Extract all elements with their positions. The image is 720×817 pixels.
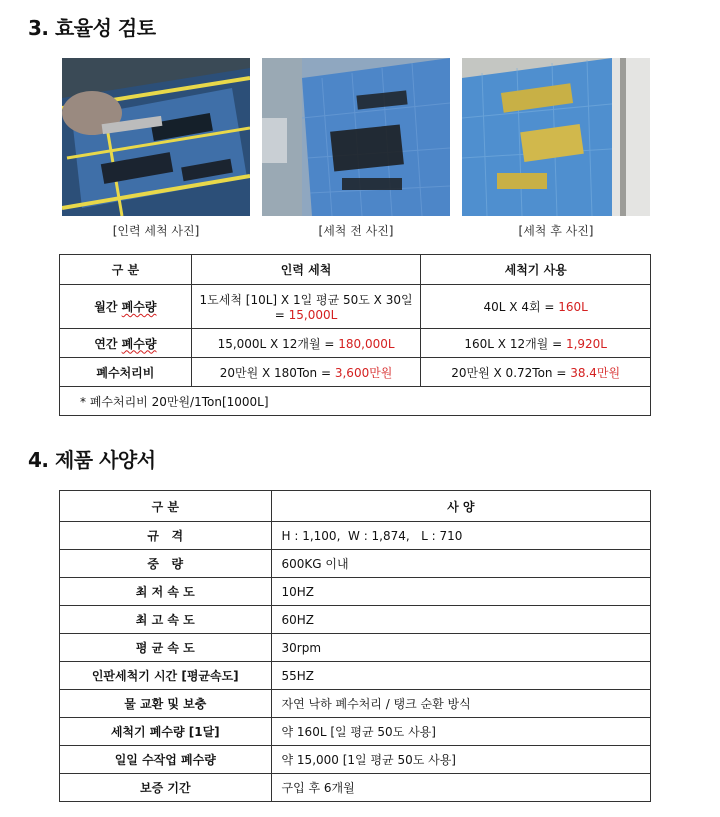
spec-value: H : 1,100, W : 1,874, L : 710 [271,522,650,550]
table-row [60,358,651,387]
header-category: 구 분 [60,491,272,522]
row-label: 월간 폐수량 [60,285,192,329]
spec-value: 600KG 이내 [271,550,650,578]
manual-cell: 1도세척 [10L] X 1일 평균 50도 X 30일 = 15,000L [191,285,421,329]
spec-label: 중 량 [60,550,272,578]
spec-value: 약 15,000 [1일 평균 50도 사용] [271,746,650,774]
photo-caption-before: [세척 전 사진] [318,224,394,238]
section-3-title: 3. 효율성 검토 [28,16,156,40]
photo-caption-manual: [인력 세척 사진] [112,224,200,238]
photo-caption-after: [세척 후 사진] [518,224,594,238]
table-row [60,285,651,329]
table-row [60,522,651,550]
efficiency-header-row [60,255,651,285]
photo-manual-cleaning [62,58,250,216]
manual-cell: 15,000L X 12개월 = 180,000L [191,329,421,358]
table-row [60,690,651,718]
spec-value: 약 160L [일 평균 50도 사용] [271,718,650,746]
machine-cell: 20만원 X 0.72Ton = 38.4만원 [421,358,651,387]
header-machine: 세척기 사용 [421,255,651,285]
spec-header-row [60,491,651,522]
spec-label: 보증 기간 [60,774,272,802]
machine-cell: 160L X 12개월 = 1,920L [421,329,651,358]
spec-label: 일일 수작업 폐수량 [60,746,272,774]
efficiency-table [59,254,651,416]
photo-after-cleaning [462,58,650,216]
table-row [60,634,651,662]
spec-label: 물 교환 및 보충 [60,690,272,718]
spec-value: 구입 후 6개월 [271,774,650,802]
table-row [60,746,651,774]
spec-label: 최 저 속 도 [60,578,272,606]
spec-label: 인판세척기 시간 [평균속도] [60,662,272,690]
table-row [60,606,651,634]
spec-value: 55HZ [271,662,650,690]
row-label: 폐수처리비 [60,358,192,387]
table-row [60,550,651,578]
spec-label: 세척기 폐수량 [1달] [60,718,272,746]
machine-cell: 40L X 4회 = 160L [421,285,651,329]
table-row [60,329,651,358]
spec-label: 규 격 [60,522,272,550]
spec-value: 10HZ [271,578,650,606]
spec-label: 평 균 속 도 [60,634,272,662]
header-manual: 인력 세척 [191,255,421,285]
note-row [60,387,651,416]
spec-value: 자연 낙하 폐수처리 / 탱크 순환 방식 [271,690,650,718]
spec-value: 60HZ [271,606,650,634]
row-label: 연간 폐수량 [60,329,192,358]
table-row [60,774,651,802]
section-4-title: 4. 제품 사양서 [28,448,156,472]
table-row [60,718,651,746]
header-category: 구 분 [60,255,192,285]
manual-cell: 20만원 X 180Ton = 3,600만원 [191,358,421,387]
table-row [60,662,651,690]
spec-value: 30rpm [271,634,650,662]
disposal-cost-note: * 폐수처리비 20만원/1Ton[1000L] [60,387,651,416]
photo-before-cleaning [262,58,450,216]
table-row [60,578,651,606]
spec-label: 최 고 속 도 [60,606,272,634]
spec-table [59,490,651,802]
header-spec: 사 양 [271,491,650,522]
